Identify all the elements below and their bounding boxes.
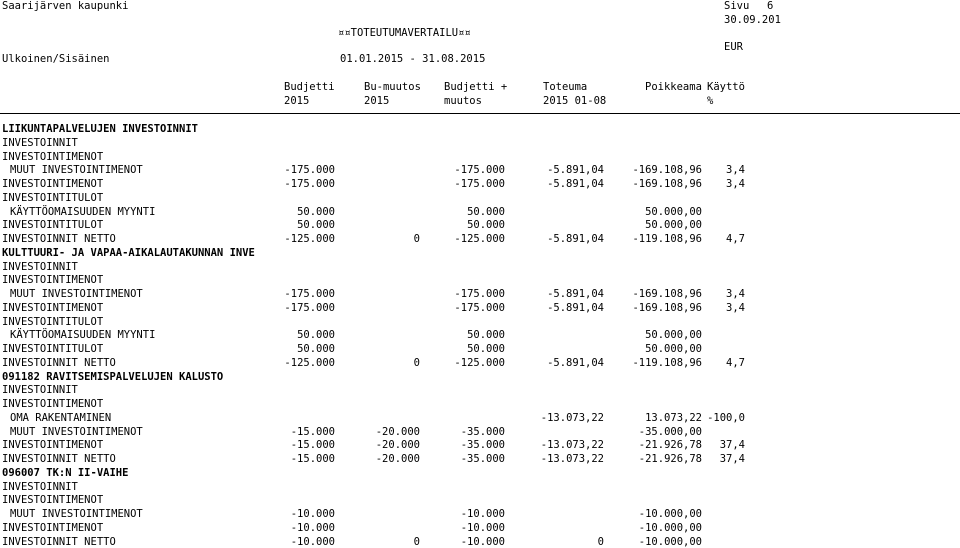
col-budget-year: 2015 [284,95,310,107]
page-label: Sivu [724,0,750,12]
row-label: OMA RAKENTAMINEN [10,412,112,424]
row-value-v1: -10.000 [290,536,335,548]
col-actual-period: 2015 01-08 [543,95,607,107]
row-value-v4: -13.073,22 [540,439,604,451]
row-label: INVESTOINNIT [2,481,78,493]
row-value-v1: 50.000 [297,206,335,218]
row-value-v4: -5.891,04 [547,233,604,245]
row-value-v6: 3,4 [726,288,745,300]
row-value-v1: -15.000 [290,439,335,451]
report-period: 01.01.2015 - 31.08.2015 [340,53,486,65]
row-label: KÄYTTÖOMAISUUDEN MYYNTI [10,206,156,218]
row-label: INVESTOINTIMENOT [2,151,104,163]
row-value-v3: -10.000 [460,508,505,520]
row-value-v5: 50.000,00 [645,219,702,231]
row-value-v4: -5.891,04 [547,357,604,369]
row-value-v5: 50.000,00 [645,343,702,355]
row-value-v3: 50.000 [467,329,505,341]
row-value-v6: 37,4 [719,439,745,451]
row-label: INVESTOINTITULOT [2,192,104,204]
row-label: INVESTOINNIT NETTO [2,536,116,548]
row-value-v6: -100,0 [707,412,745,424]
row-value-v5: -169.108,96 [632,302,702,314]
row-value-v3: -175.000 [454,178,505,190]
col-change-header: Bu-muutos [364,81,421,93]
col-change-year: 2015 [364,95,390,107]
row-value-v1: 50.000 [297,343,335,355]
row-value-v1: -175.000 [284,164,335,176]
row-value-v5: -10.000,00 [638,508,702,520]
row-value-v3: -175.000 [454,288,505,300]
row-value-v5: -10.000,00 [638,522,702,534]
row-value-v4: -5.891,04 [547,178,604,190]
row-value-v1: 50.000 [297,219,335,231]
row-value-v1: -175.000 [284,178,335,190]
row-value-v6: 4,7 [726,233,745,245]
row-value-v5: -21.926,78 [638,453,702,465]
currency: EUR [724,41,743,53]
row-value-v5: 50.000,00 [645,329,702,341]
row-label: INVESTOINTIMENOT [2,522,104,534]
row-label: INVESTOINTIMENOT [2,494,104,506]
row-value-v4: -13.073,22 [540,453,604,465]
col-budget-plus-sub: muutos [444,95,482,107]
row-label: INVESTOINNIT [2,261,78,273]
row-value-v3: 50.000 [467,219,505,231]
row-value-v2: -20.000 [375,453,420,465]
row-label: LIIKUNTAPALVELUJEN INVESTOINNIT [2,123,198,135]
row-value-v5: -169.108,96 [632,288,702,300]
row-value-v1: -15.000 [290,453,335,465]
row-value-v3: -125.000 [454,357,505,369]
row-value-v5: -119.108,96 [632,357,702,369]
row-value-v1: -10.000 [290,522,335,534]
row-label: MUUT INVESTOINTIMENOT [10,164,143,176]
row-value-v5: -169.108,96 [632,164,702,176]
col-variance-header: Poikkeama [645,81,702,93]
organization-name: Saarijärven kaupunki [2,0,129,12]
row-value-v3: -35.000 [460,439,505,451]
row-value-v3: 50.000 [467,343,505,355]
row-label: INVESTOINTIMENOT [2,178,104,190]
row-value-v3: -175.000 [454,302,505,314]
scope-label: Ulkoinen/Sisäinen [2,53,110,65]
row-label: INVESTOINTITULOT [2,219,104,231]
report-date: 30.09.201 [724,14,781,26]
row-label: MUUT INVESTOINTIMENOT [10,288,143,300]
row-label: INVESTOINTITULOT [2,316,104,328]
row-value-v1: -125.000 [284,233,335,245]
row-label: INVESTOINTIMENOT [2,274,104,286]
row-value-v1: -15.000 [290,426,335,438]
row-value-v4: -5.891,04 [547,164,604,176]
row-value-v3: -35.000 [460,453,505,465]
row-value-v5: -35.000,00 [638,426,702,438]
row-label: 096007 TK:N II-VAIHE [2,467,129,479]
row-value-v3: -10.000 [460,536,505,548]
row-value-v1: -10.000 [290,508,335,520]
report-title: ¤¤TOTEUTUMAVERTAILU¤¤ [338,27,471,39]
row-value-v4: 0 [597,536,604,548]
row-label: INVESTOINNIT [2,137,78,149]
row-value-v1: -175.000 [284,302,335,314]
row-value-v6: 3,4 [726,164,745,176]
row-value-v6: 3,4 [726,302,745,314]
header-divider [0,113,960,114]
row-value-v3: 50.000 [467,206,505,218]
row-value-v2: 0 [413,233,420,245]
row-value-v5: -21.926,78 [638,439,702,451]
col-actual-header: Toteuma [543,81,588,93]
row-value-v1: -175.000 [284,288,335,300]
col-usage-percent: % [707,95,714,107]
page-number: 6 [767,0,774,12]
row-value-v5: -169.108,96 [632,178,702,190]
row-label: INVESTOINNIT NETTO [2,233,116,245]
row-label: INVESTOINNIT NETTO [2,453,116,465]
row-label: INVESTOINNIT [2,384,78,396]
row-label: KULTTUURI- JA VAPAA-AIKALAUTAKUNNAN INVE [2,247,255,259]
row-value-v6: 3,4 [726,178,745,190]
row-value-v6: 37,4 [719,453,745,465]
row-value-v5: 13.073,22 [645,412,702,424]
row-label: MUUT INVESTOINTIMENOT [10,426,143,438]
row-value-v2: 0 [413,357,420,369]
row-value-v6: 4,7 [726,357,745,369]
row-label: INVESTOINTIMENOT [2,439,104,451]
row-label: INVESTOINTIMENOT [2,302,104,314]
row-label: 091182 RAVITSEMISPALVELUJEN KALUSTO [2,371,224,383]
row-value-v5: -119.108,96 [632,233,702,245]
row-label: KÄYTTÖOMAISUUDEN MYYNTI [10,329,156,341]
col-usage-header: Käyttö [707,81,745,93]
row-value-v1: -125.000 [284,357,335,369]
row-value-v3: -175.000 [454,164,505,176]
row-label: MUUT INVESTOINTIMENOT [10,508,143,520]
row-value-v4: -5.891,04 [547,302,604,314]
row-value-v3: -125.000 [454,233,505,245]
row-value-v4: -5.891,04 [547,288,604,300]
row-label: INVESTOINTITULOT [2,343,104,355]
row-label: INVESTOINTIMENOT [2,398,104,410]
row-value-v2: 0 [413,536,420,548]
row-value-v5: -10.000,00 [638,536,702,548]
row-value-v3: -35.000 [460,426,505,438]
row-value-v2: -20.000 [375,439,420,451]
row-value-v3: -10.000 [460,522,505,534]
row-label: INVESTOINNIT NETTO [2,357,116,369]
col-budget-header: Budjetti [284,81,335,93]
row-value-v4: -13.073,22 [540,412,604,424]
row-value-v2: -20.000 [375,426,420,438]
col-budget-plus-header: Budjetti + [444,81,508,93]
row-value-v5: 50.000,00 [645,206,702,218]
row-value-v1: 50.000 [297,329,335,341]
